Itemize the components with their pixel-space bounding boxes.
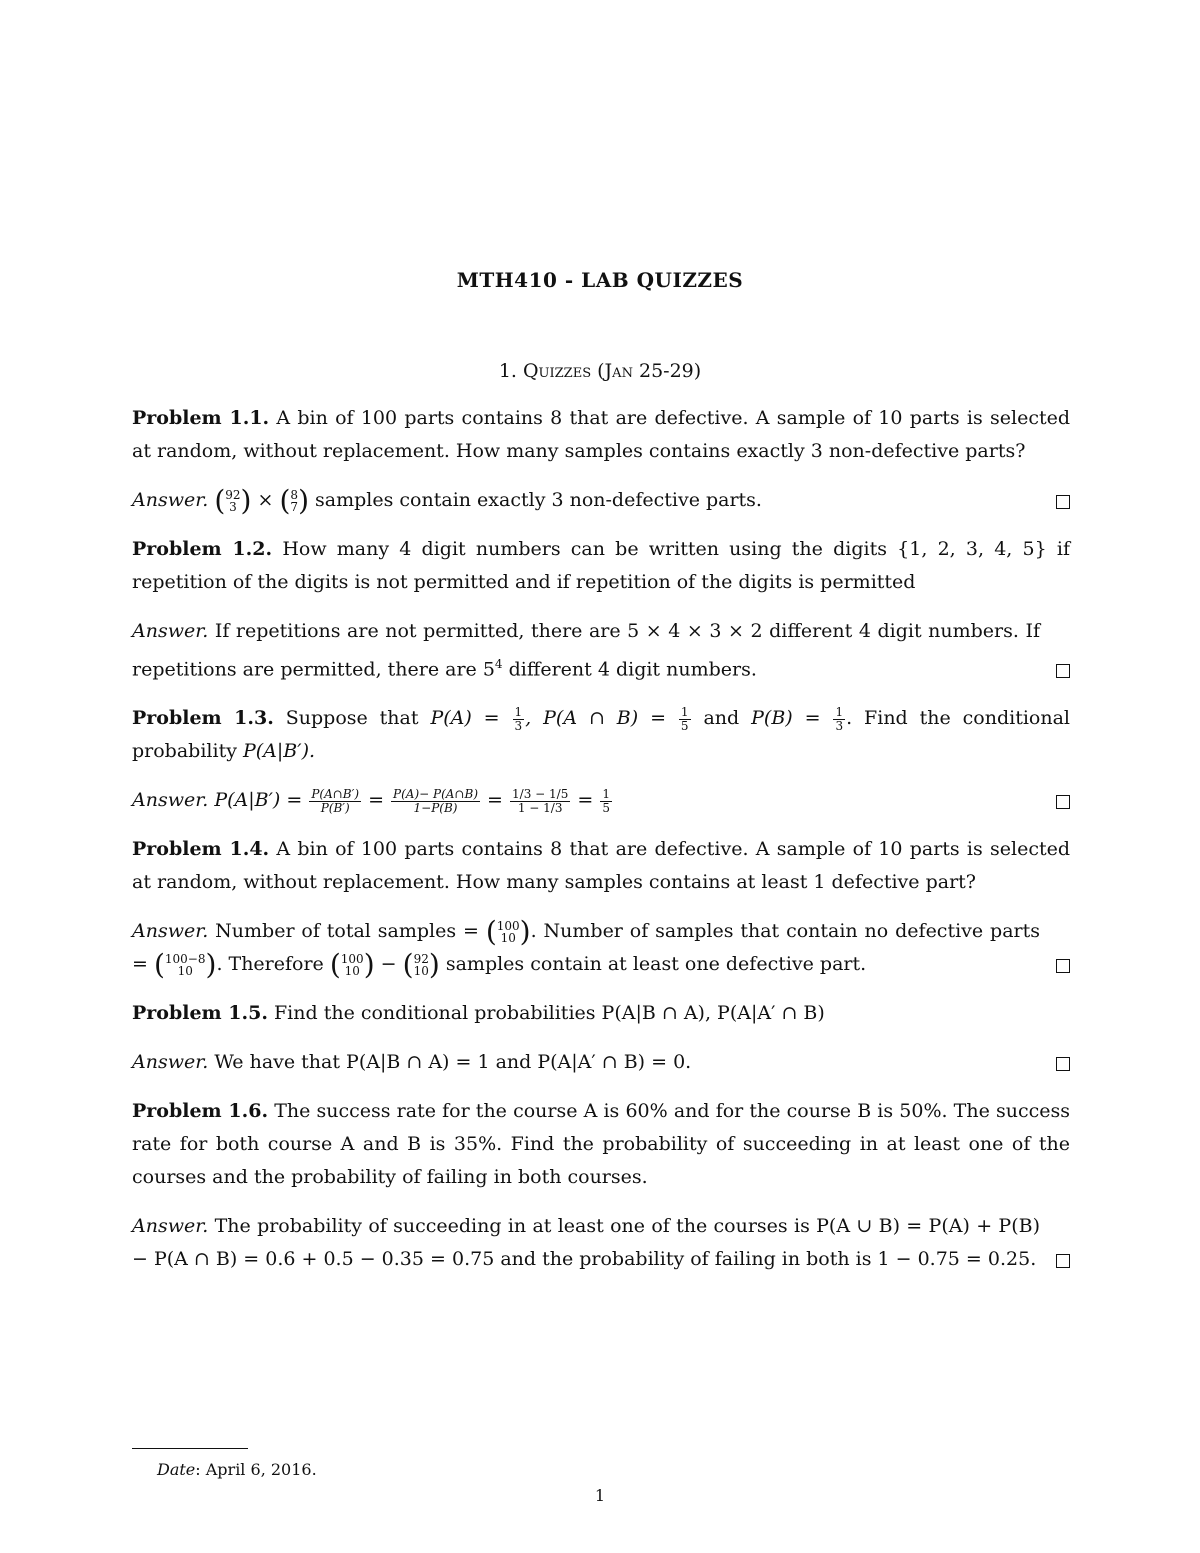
page-number: 1	[594, 1486, 606, 1505]
answer-label: Answer.	[132, 489, 209, 511]
footnote-rule	[132, 1448, 248, 1449]
exponent: 4	[494, 657, 503, 671]
answer-1-3	[132, 784, 1070, 817]
footnote-label: Date	[157, 1460, 196, 1479]
denominator: 3	[514, 718, 523, 733]
answer-text: . Number of samples that contain no defective parts =	[132, 920, 1040, 976]
numerator: P(A)− P(A∩B)	[393, 786, 478, 801]
binomial-bottom: 10	[413, 964, 429, 979]
answer-label: Answer.	[132, 620, 209, 642]
section-heading: 1. Quizzes (Jan 25-29)	[498, 360, 702, 382]
math-expr: , P(A ∩ B) =	[525, 707, 666, 730]
problem-text: The success rate for the course A is 60% and for the course B is 50%. The success rate for both course A and B is 35%. Find the probability of succeeding in at least one of the courses and the probability of failing in both courses.	[132, 1100, 1071, 1189]
answer-text: Number of total samples =	[215, 920, 479, 943]
qed-square-icon	[1056, 1254, 1070, 1268]
answer-text: . Therefore	[216, 953, 324, 976]
document-title: MTH410 - LAB QUIZZES	[456, 268, 744, 292]
answer-text: samples contain at least one defective part.	[445, 953, 867, 976]
binomial: ( 8 7 )	[279, 484, 309, 517]
binomial-top: 100	[340, 952, 364, 967]
denominator: 1 − 1/3	[517, 800, 563, 815]
binomial-top: 92	[225, 488, 241, 502]
problem-text: How many 4 digit numbers can be written using the digits {1, 2, 3, 4, 5} if repetition of the digits is not permitted and if repetition of the digits is permitted	[132, 538, 1070, 593]
minus-sign: −	[380, 953, 397, 976]
binomial-bottom: 10	[500, 931, 516, 946]
problem-label: Problem 1.6.	[132, 1100, 269, 1123]
binomial: ( 100−8 10 )	[153, 948, 217, 982]
fraction	[679, 706, 691, 733]
answer-label: Answer.	[132, 1215, 209, 1238]
answer-1-1	[132, 484, 1070, 517]
numerator: 1	[602, 786, 610, 801]
binomial: ( 100 10 )	[329, 948, 375, 982]
math-expr: P(A|B′) =	[214, 789, 303, 812]
problem-text: Find the conditional probabilities P(A|B ∩ A), P(A|A′ ∩ B)	[274, 1002, 825, 1025]
footnote	[157, 1460, 317, 1479]
problem-label: Problem 1.3.	[132, 707, 274, 730]
numerator: P(A∩B′)	[311, 786, 360, 801]
binomial-top: 92	[413, 952, 429, 967]
binomial-bottom: 10	[177, 964, 193, 979]
problem-text: Suppose that	[285, 707, 419, 730]
qed-square-icon	[1056, 495, 1070, 509]
denominator: P(B′)	[320, 800, 350, 815]
answer-1-4	[132, 915, 1070, 981]
binomial: ( 100 10 )	[485, 915, 531, 949]
binomial-bottom: 7	[290, 500, 299, 514]
math-expr: P(B) =	[751, 707, 821, 730]
qed-square-icon	[1056, 959, 1070, 973]
answer-label: Answer.	[132, 920, 209, 943]
qed-square-icon	[1056, 664, 1070, 678]
fraction	[513, 706, 525, 733]
fraction	[391, 788, 480, 815]
answer-1-2	[132, 615, 1070, 686]
problem-text: . Find the conditional probability	[132, 707, 1071, 763]
equals-sign: =	[487, 789, 503, 812]
denominator: 5	[680, 718, 689, 733]
binomial-top: 8	[290, 488, 299, 502]
problem-label: Problem 1.4.	[132, 838, 270, 861]
binomial-bottom: 10	[344, 964, 360, 979]
qed-square-icon	[1056, 795, 1070, 809]
denominator: 1−P(B)	[413, 800, 458, 815]
numerator: 1/3 − 1/5	[512, 786, 569, 801]
numerator: 1	[835, 704, 844, 719]
answer-label: Answer.	[132, 1051, 209, 1074]
answer-label: Answer.	[132, 789, 209, 812]
answer-text: The probability of succeeding in at least one of the courses is P(A ∪ B) = P(A) + P(B) − P(A ∩ B) = 0.6 + 0.5 − 0.35 = 0.75 and the probability of failing in both is 1 − 0.75 = 0.25.	[132, 1215, 1040, 1271]
problem-1-1	[132, 402, 1070, 468]
denominator: 5	[602, 800, 610, 815]
problem-1-2	[132, 533, 1070, 599]
fraction	[309, 788, 361, 815]
problem-1-5	[132, 997, 1070, 1030]
fraction	[833, 706, 845, 733]
binomial: ( 92 10 )	[402, 948, 440, 982]
problem-label: Problem 1.5.	[132, 1002, 268, 1025]
problem-text: A bin of 100 parts contains 8 that are defective. A sample of 10 parts is selected at random, without replacement. How many samples contains at least 1 defective part?	[132, 838, 1071, 894]
fraction	[510, 788, 570, 815]
numerator: 1	[680, 704, 689, 719]
equals-sign: =	[368, 789, 384, 812]
answer-1-5	[132, 1046, 1070, 1079]
binomial-top: 100−8	[164, 952, 206, 967]
problem-1-4	[132, 833, 1070, 899]
qed-square-icon	[1056, 1057, 1070, 1071]
equals-sign: =	[577, 789, 594, 812]
problem-text: and	[703, 707, 740, 730]
binomial: ( 92 3 )	[214, 484, 252, 517]
times-sign: ×	[257, 489, 274, 511]
footnote-text: : April 6, 2016.	[195, 1460, 317, 1479]
document-body	[132, 402, 1070, 1292]
problem-1-6	[132, 1095, 1070, 1194]
numerator: 1	[514, 704, 523, 719]
denominator: 3	[835, 718, 844, 733]
binomial-top: 100	[496, 919, 520, 934]
problem-text: A bin of 100 parts contains 8 that are defective. A sample of 10 parts is selected at random, without replacement. How many samples contains exactly 3 non-defective parts?	[132, 407, 1071, 462]
fraction	[600, 788, 612, 815]
answer-text: We have that P(A|B ∩ A) = 1 and P(A|A′ ∩ B) = 0.	[214, 1051, 692, 1074]
problem-label: Problem 1.1.	[132, 407, 270, 429]
problem-1-3	[132, 702, 1070, 768]
answer-text: different 4 digit numbers.	[508, 658, 757, 681]
binomial-bottom: 3	[229, 500, 237, 514]
answer-text: samples contain exactly 3 non-defective parts.	[315, 489, 762, 511]
answer-text: If repetitions are not permitted, there are 5 × 4 × 3 × 2 different 4 digit numbers. If repetitions are permitted, there are 5	[132, 620, 1041, 681]
math-expr: P(A|B′).	[242, 740, 316, 763]
answer-1-6	[132, 1210, 1070, 1276]
problem-label: Problem 1.2.	[132, 538, 273, 560]
math-expr: P(A) =	[430, 707, 500, 730]
